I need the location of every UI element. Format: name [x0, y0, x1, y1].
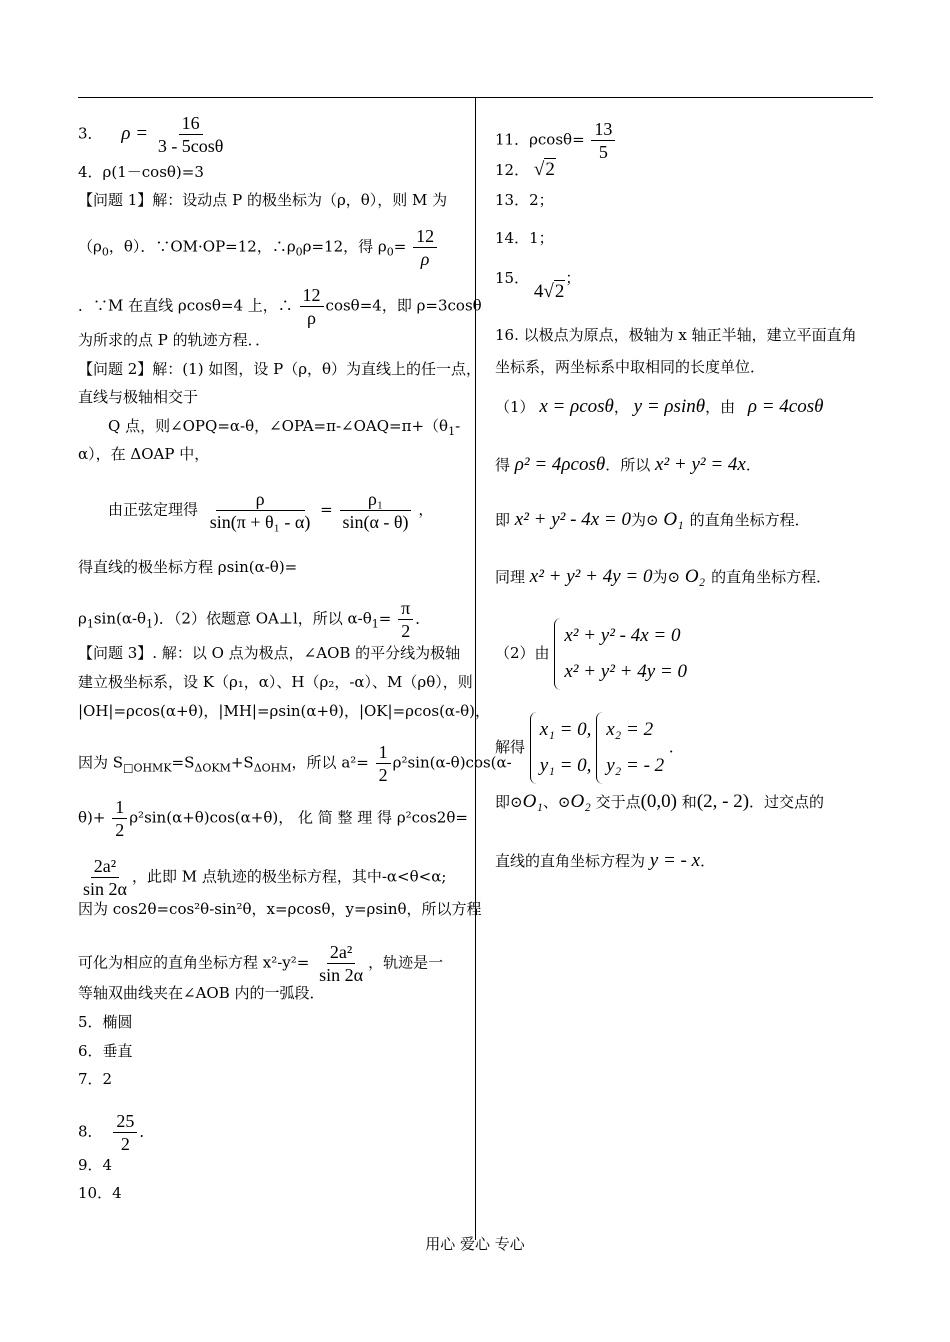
problem-2-line-6: $\rho_1\sin(\alpha-\theta_1)$．（2）依题意 OA⊥l，所以 $\alpha-\theta_1=$ $\frac{\pi}{2}$ ．: [78, 598, 431, 641]
equation-system: x² + y² - 4x = 0 x² + y² + 4y = 0: [554, 618, 687, 690]
problem-2-line-4: α），在 ΔOAP 中，: [78, 445, 210, 463]
sine-rule-line: 由正弦定理得 $\frac{\rho}{\text{sin(π + θ₁ - α)}}$ = $\frac{\text{ρ₁}}{\sin(\alpha - \theta)}$ ，: [108, 489, 434, 532]
problem-3-line-9: 等轴双曲线夹在∠AOB 内的一弧段．: [78, 984, 325, 1002]
fraction: $\frac{\text{ρ₁}}{\sin(\alpha - \theta)}$: [340, 488, 412, 533]
answer-12: 12． √2: [495, 159, 555, 180]
problem-16-line-3: （1） x = ρcosθ， y = ρsinθ，由 ρ = 4cosθ: [495, 396, 824, 417]
answer-9: 9．4: [78, 1156, 113, 1174]
problem-2-line-1: 【问题 2】解：(1) 如图，设 P（ρ，θ）为直线上的任一点，: [78, 360, 482, 378]
answer-15: 15． 4√2；: [495, 269, 581, 302]
answer-8: 8． $\frac{25}{2}$ ．: [78, 1111, 155, 1154]
problem-1-line-3: ．∵M 在直线 ρcosθ=4 上，∴ $\frac{12}{\rho}$ cosθ=4，即 ρ=3cosθ: [78, 285, 482, 328]
problem-2-line-5: 得直线的极坐标方程 ρsin(α-θ)=: [78, 558, 298, 576]
problem-2-line-3: Q 点，则∠OPQ=α-θ，$\angle OPA=\pi-\angle OAQ=\pi+(\theta_1-$: [108, 417, 461, 438]
problem-16-line-8: 解得 x₁ = 0, y₁ = 0, x₂ = 2 y₂ = - 2 ．: [495, 712, 684, 784]
answer-4: 4．ρ(1－cosθ)=3: [78, 163, 204, 181]
problem-1-line-2: （$\rho_0$，θ）．∵OM·OP=12，$\therefore\rho_0\rho=12$，得 $\rho_0=$ $\frac{12}{\rho}$: [78, 225, 439, 270]
problem-3-line-8: 可化为相应的直角坐标方程 x²-y²= $\frac{\text{2a²}}{\sin 2\alpha}$ ，轨迹是一: [78, 942, 444, 985]
problem-16-line-2: 坐标系，两坐标系中取相同的长度单位．: [495, 358, 766, 376]
square-root: √2: [533, 159, 555, 180]
fraction: $\frac{\text{2a²}}{\sin 2\alpha}$: [319, 942, 364, 985]
problem-16-line-6: 同理 x² + y² + 4y = 0为⊙ O₂ 的直角坐标方程．: [495, 566, 832, 587]
problem-3-line-4: 因为 $S_{□OHMK}=S_{\Delta OKM}+S_{\Delta OHM}$，所以 a²= $\frac{1}{2}$ ρ²sin(α-θ)cos(α-: [78, 742, 512, 785]
problem-16-line-7: （2）由 x² + y² - 4x = 0 x² + y² + 4y = 0: [495, 618, 687, 690]
problem-3-line-1: 【问题 3】. 解：以 O 点为极点，∠AOB 的平分线为极轴: [78, 644, 461, 662]
fraction: $\frac{1}{2}$: [112, 796, 127, 841]
problem-3-line-2: 建立极坐标系，设 K（ρ₁，α）、H（ρ₂，-α）、M（ρθ），则: [78, 673, 473, 691]
problem-16-line-10: 直线的直角坐标方程为 y = - x．: [495, 850, 716, 871]
fraction: $\frac{12}{\rho}$: [413, 225, 437, 270]
fraction: $\frac{13}{5}$: [591, 118, 615, 163]
problem-1-line-1: 【问题 1】解：设动点 P 的极坐标为（ρ，θ），则 M 为: [78, 191, 448, 209]
solution-system-2: x₂ = 2 y₂ = - 2: [596, 712, 664, 784]
problem-3-line-7: 因为 cos2θ=cos²θ-sin²θ，x=ρcosθ，y=ρsinθ，所以方程: [78, 900, 482, 918]
problem-16-line-9: 即⊙O₁、⊙O₂ 交于点(0,0) 和(2, - 2)．过交点的: [495, 791, 825, 812]
answer-3: 3． ρ = $\frac{16}{3 - 5\cos\theta}$: [78, 112, 228, 157]
fraction: $\frac{\rho}{\text{sin(π + θ₁ - α)}}$: [209, 489, 311, 532]
answer-6: 6．垂直: [78, 1042, 133, 1060]
problem-3-line-6: $\frac{\text{2a²}}{\sin 2\alpha}$ ，此即 M 点轨迹的极坐标方程，其中-α<θ<α;: [78, 855, 446, 900]
page-footer: 用心 爱心 专心: [425, 1235, 525, 1253]
answer-10: 10．4: [78, 1184, 122, 1202]
solution-system-1: x₁ = 0, y₁ = 0,: [530, 712, 592, 784]
problem-1-line-4: 为所求的点 P 的轨迹方程．．: [78, 331, 271, 349]
answer-14: 14．1；: [495, 229, 554, 247]
problem-16-line-5: 即 x² + y² - 4x = 0为⊙ O₁ 的直角坐标方程．: [495, 509, 810, 530]
fraction: $\frac{12}{\rho}$: [300, 284, 324, 329]
fraction: $\frac{\text{2a²}}{\sin 2\alpha}$: [83, 856, 127, 899]
answer-7: 7．2: [78, 1070, 113, 1088]
problem-3-line-5: θ)+ $\frac{1}{2}$ ρ²sin(α+θ)cos(α+θ)， 化 简 整 理 得 ρ²cos2θ=: [78, 797, 468, 840]
problem-3-line-3: |OH|=ρcos(α+θ)，|MH|=ρsin(α+θ)，|OK|=ρcos(α-θ)，: [78, 702, 491, 720]
column-divider: [475, 98, 476, 1240]
problem-2-line-2: 直线与极轴相交于: [78, 388, 199, 406]
problem-16-line-1: 16. 以极点为原点，极轴为 x 轴正半轴，建立平面直角: [495, 326, 857, 344]
answer-11: 11．ρcosθ= $\frac{13}{5}$: [495, 118, 617, 163]
answer-5: 5．椭圆: [78, 1013, 133, 1031]
problem-16-line-4: 得 ρ² = 4ρcosθ．所以 x² + y² = 4x．: [495, 454, 761, 475]
fraction: $\frac{1}{2}$: [376, 741, 391, 786]
fraction: $\frac{16}{3 - 5\cos\theta}$: [157, 113, 224, 156]
fraction: $\frac{25}{2}$: [113, 1110, 137, 1155]
square-root: 4√2: [533, 281, 565, 302]
answer-13: 13．2；: [495, 191, 554, 209]
fraction: $\frac{\pi}{2}$: [398, 597, 413, 642]
